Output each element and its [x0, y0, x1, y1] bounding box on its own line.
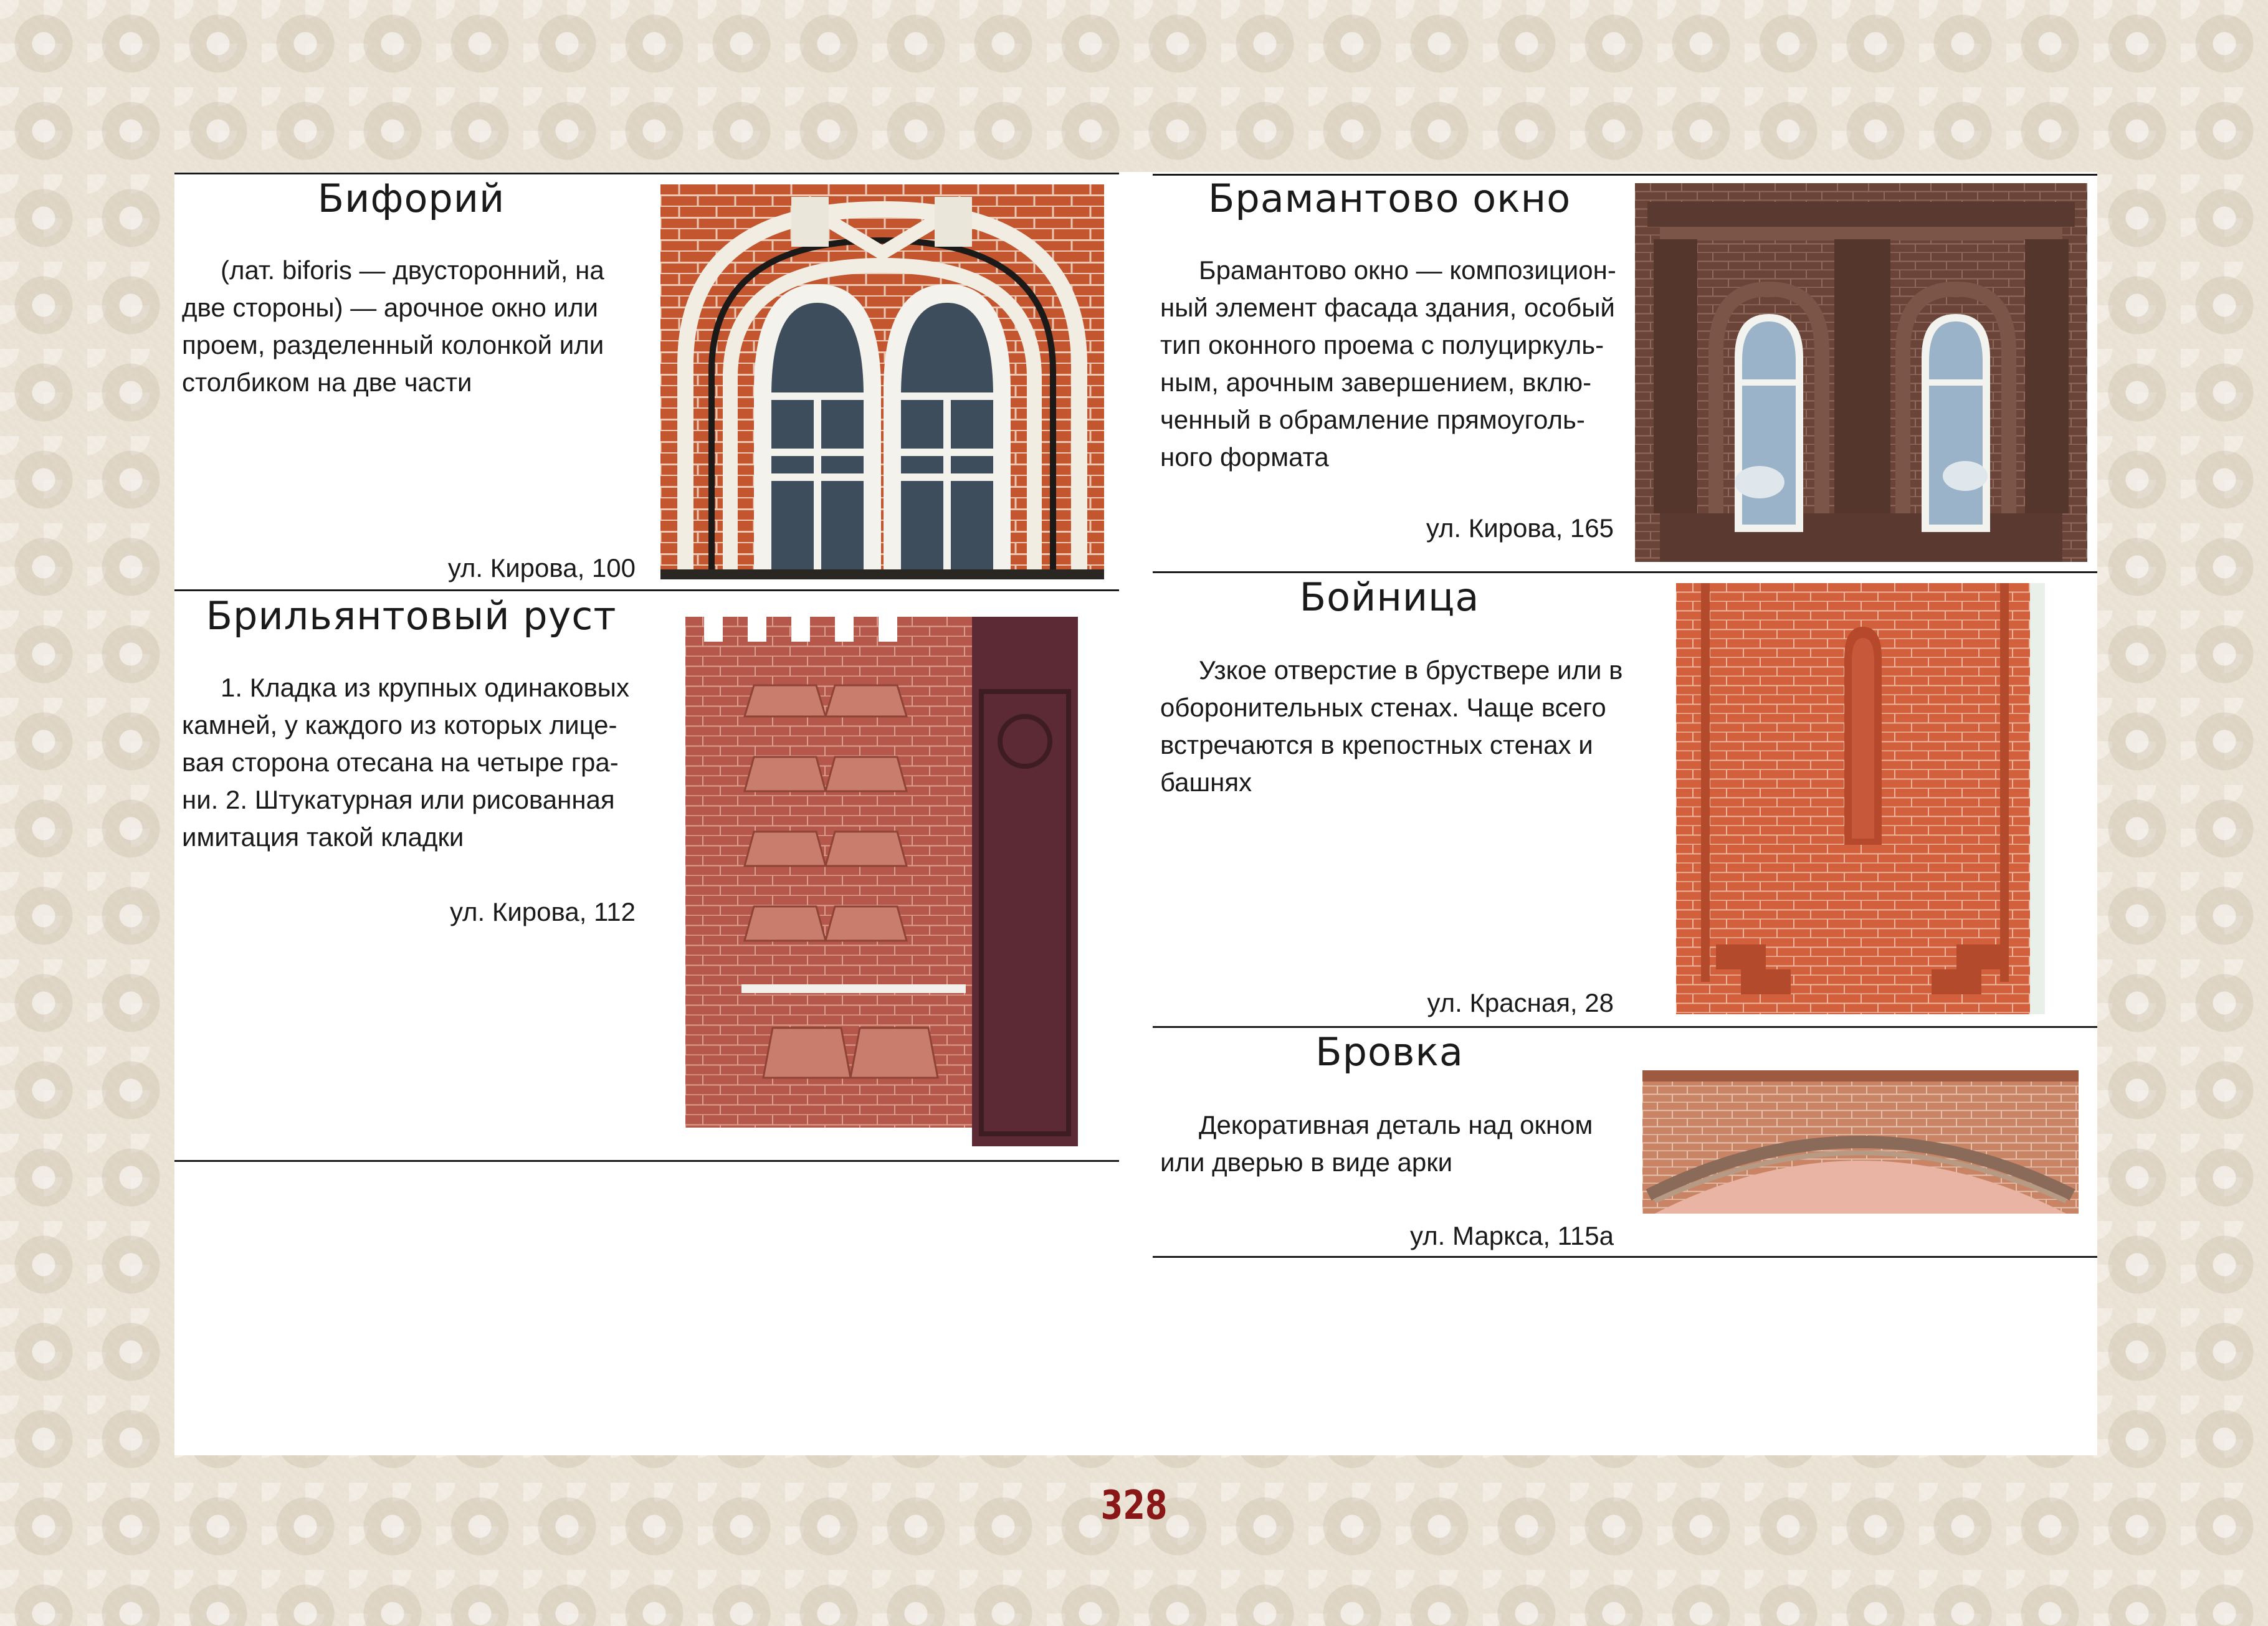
diamond-rustication-photo: [685, 617, 1078, 1146]
entry-title: Бифорий: [317, 176, 505, 221]
entry-address: ул. Кирова, 112: [449, 897, 636, 926]
entry-title: Бровка: [1315, 1029, 1464, 1075]
bramante-window-photo: [1635, 183, 2087, 562]
divider-rule: [174, 589, 1119, 591]
entry-address: ул. Маркса, 115а: [1410, 1221, 1614, 1250]
entry-description: Декоративная деталь над окном или дверью в виде арки: [1160, 1110, 1593, 1177]
page-number: 328: [1100, 1483, 1168, 1529]
divider-rule: [1153, 571, 2097, 573]
loophole-photo: [1676, 583, 2045, 1014]
entry-address: ул. Красная, 28: [1427, 988, 1614, 1017]
divider-rule: [1153, 1026, 2097, 1028]
entry-description: 1. Кладка из крупных одинаковых камней, у каждого из которых лице- вая сторона отесана на четыре гра- ни. 2. Штукатурная или рисованная имитация такой кладки: [182, 673, 629, 852]
brow-photo: [1642, 1070, 2079, 1214]
entry-title: Брильянтовый руст: [206, 593, 617, 639]
divider-rule: [174, 173, 1119, 174]
entry-title: Брамантово окно: [1208, 176, 1571, 221]
entry-address: ул. Кирова, 165: [1426, 513, 1614, 543]
entry-description: Узкое отверстие в бруствере или в оборонительных стенах. Чаще всего встречаются в крепостных стенах и башнях: [1160, 655, 1623, 797]
entry-description: Брамантово окно — композицион- ный элемент фасада здания, особый тип оконного проема с полуциркуль- ным, арочным завершением, вклю- ченный в обрамление прямоуголь- ного формата: [1160, 255, 1616, 472]
biforium-photo: [660, 184, 1104, 579]
divider-rule: [1153, 1256, 2097, 1258]
entry-description: (лат. biforis — двусторонний, на две стороны) — арочное окно или проем, разделенный колонкой или столбиком на две части: [182, 255, 604, 397]
entry-address: ул. Кирова, 100: [447, 553, 636, 582]
divider-rule: [174, 1160, 1119, 1162]
entry-title: Бойница: [1299, 574, 1480, 620]
